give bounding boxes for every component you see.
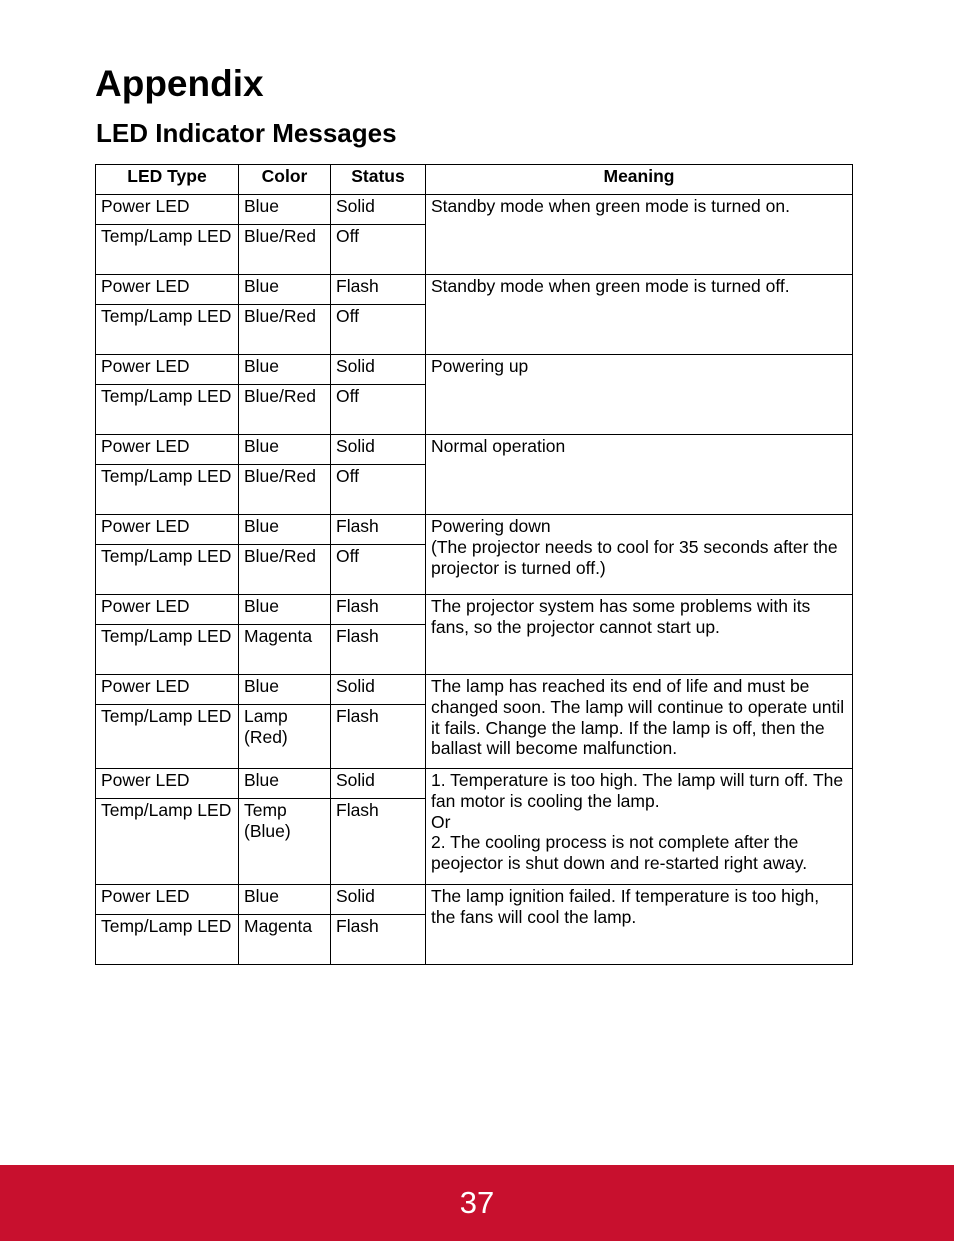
table-row: [96, 435, 853, 465]
table-body: [96, 195, 853, 965]
status-cell: Solid: [331, 195, 426, 225]
table-header-row: [96, 165, 853, 195]
led-type-cell: Power LED: [96, 275, 239, 305]
led-type-cell: Power LED: [96, 595, 239, 625]
color-cell: Magenta: [239, 915, 331, 965]
color-cell: Blue/Red: [239, 545, 331, 595]
color-cell: Blue: [239, 595, 331, 625]
led-type-cell: Temp/Lamp LED: [96, 305, 239, 355]
color-cell: Blue: [239, 675, 331, 705]
status-cell: Flash: [331, 799, 426, 885]
header-meaning: Meaning: [426, 165, 853, 195]
led-type-cell: Temp/Lamp LED: [96, 799, 239, 885]
color-cell: Blue/Red: [239, 385, 331, 435]
meaning-cell: [426, 675, 853, 769]
color-cell: Magenta: [239, 625, 331, 675]
meaning-cell: [426, 769, 853, 885]
meaning-cell: [426, 885, 853, 965]
status-cell: Solid: [331, 885, 426, 915]
status-cell: Solid: [331, 355, 426, 385]
meaning-text: The lamp has reached its end of life and must be changed soon. The lamp will continue to operate until it fails. Change the lamp. If the lamp is off, then the ballast will become malfunction.: [431, 676, 845, 759]
meaning-text: Powering up: [431, 356, 529, 376]
meaning-text: Powering down: [431, 516, 551, 536]
status-cell: Off: [331, 225, 426, 275]
section-title: LED Indicator Messages: [96, 118, 397, 148]
led-type-cell: Temp/Lamp LED: [96, 705, 239, 769]
color-cell: Blue/Red: [239, 465, 331, 515]
led-type-cell: Power LED: [96, 885, 239, 915]
meaning-cell: [426, 595, 853, 675]
led-type-cell: Power LED: [96, 769, 239, 799]
led-type-cell: Power LED: [96, 675, 239, 705]
status-cell: Off: [331, 465, 426, 515]
led-type-cell: Temp/Lamp LED: [96, 465, 239, 515]
meaning-text: Normal operation: [431, 436, 566, 456]
led-type-cell: Power LED: [96, 515, 239, 545]
meaning-text: Or: [431, 811, 451, 832]
table-row: [96, 195, 853, 225]
header-led-type: LED Type: [96, 165, 239, 195]
meaning-cell: [426, 515, 853, 595]
led-type-cell: Temp/Lamp LED: [96, 545, 239, 595]
status-cell: Off: [331, 305, 426, 355]
color-cell: Blue: [239, 515, 331, 545]
status-cell: Flash: [331, 595, 426, 625]
table-row: [96, 675, 853, 705]
color-cell: Blue: [239, 769, 331, 799]
meaning-text: 2. The cooling process is not complete after the peojector is shut down and re-started right away.: [431, 832, 808, 874]
meaning-cell: [426, 275, 853, 355]
table-row: [96, 275, 853, 305]
table-row: [96, 769, 853, 799]
led-type-cell: Power LED: [96, 355, 239, 385]
meaning-text: The lamp ignition failed. If temperature is too high, the fans will cool the lamp.: [431, 886, 820, 927]
page-number: 37: [459, 1185, 495, 1220]
header-color: Color: [239, 165, 331, 195]
meaning-text: Standby mode when green mode is turned on.: [431, 196, 790, 216]
meaning-cell: [426, 435, 853, 515]
color-cell: Temp (Blue): [239, 799, 331, 885]
meaning-text: (The projector needs to cool for 35 seconds after the projector is turned off.): [431, 536, 838, 578]
table-row: [96, 885, 853, 915]
status-cell: Flash: [331, 625, 426, 675]
led-type-cell: Temp/Lamp LED: [96, 225, 239, 275]
color-cell: Blue/Red: [239, 225, 331, 275]
meaning-text: The projector system has some problems with its fans, so the projector cannot start up.: [431, 596, 811, 637]
table-row: [96, 595, 853, 625]
status-cell: Flash: [331, 705, 426, 769]
header-status: Status: [331, 165, 426, 195]
led-indicator-table: [95, 164, 853, 965]
led-type-cell: Temp/Lamp LED: [96, 625, 239, 675]
status-cell: Solid: [331, 675, 426, 705]
page-title: Appendix: [95, 63, 264, 104]
status-cell: Off: [331, 545, 426, 595]
meaning-text: Standby mode when green mode is turned off.: [431, 276, 790, 296]
led-type-cell: Temp/Lamp LED: [96, 915, 239, 965]
status-cell: Flash: [331, 275, 426, 305]
status-cell: Solid: [331, 769, 426, 799]
color-cell: Blue/Red: [239, 305, 331, 355]
table-row: [96, 515, 853, 545]
meaning-cell: [426, 195, 853, 275]
meaning-cell: [426, 355, 853, 435]
led-type-cell: Power LED: [96, 195, 239, 225]
color-cell: Blue: [239, 195, 331, 225]
led-type-cell: Temp/Lamp LED: [96, 385, 239, 435]
color-cell: Blue: [239, 435, 331, 465]
meaning-text: 1. Temperature is too high. The lamp will turn off. The fan motor is cooling the lamp.: [431, 770, 844, 811]
table-row: [96, 355, 853, 385]
status-cell: Off: [331, 385, 426, 435]
led-type-cell: Power LED: [96, 435, 239, 465]
color-cell: Blue: [239, 355, 331, 385]
color-cell: Blue: [239, 275, 331, 305]
status-cell: Flash: [331, 915, 426, 965]
status-cell: Flash: [331, 515, 426, 545]
color-cell: Blue: [239, 885, 331, 915]
color-cell: Lamp (Red): [239, 705, 331, 769]
status-cell: Solid: [331, 435, 426, 465]
